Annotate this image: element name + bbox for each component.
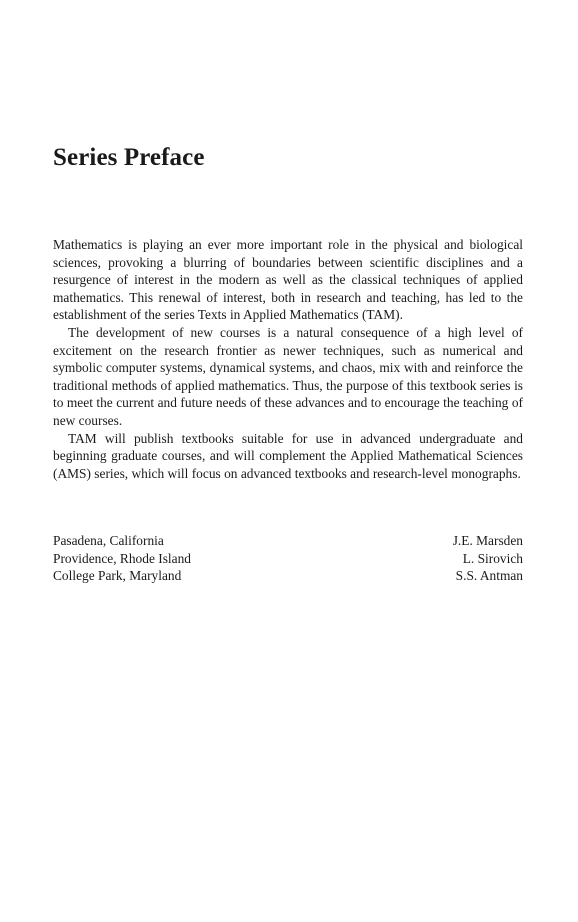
page-title: Series Preface bbox=[53, 144, 205, 171]
signature-place: Pasadena, California bbox=[53, 533, 164, 548]
signature-row bbox=[53, 550, 523, 568]
signature-row bbox=[53, 567, 523, 585]
signature-name: L. Sirovich bbox=[462, 550, 523, 566]
signature-block bbox=[53, 532, 523, 585]
paragraph-3: TAM will publish textbooks suitable for use in advanced undergraduate and beginning graduate courses, and will complement the Applied Mathematical Sciences (AMS) series, which will focus on advanced textbooks and research-level monographs. bbox=[53, 430, 523, 481]
paragraph-2: The development of new courses is a natural consequence of a high level of excitement on the research frontier as newer techniques, such as numerical and symbolic computer systems, dynamical systems, and chaos, mix with and reinforce the traditional methods of applied mathematics. Thus, the purpose of this textbook series is to meet the current and future needs of these advances and to encourage the teaching of new courses. bbox=[53, 324, 523, 428]
signature-name: J.E. Marsden bbox=[452, 533, 523, 548]
signature-name: S.S. Antman bbox=[455, 568, 523, 584]
paragraph-1: Mathematics is playing an ever more important role in the physical and biological sciences, provoking a blurring of boundaries between scientific disciplines and a resurgence of interest in the modern as well as the classical techniques of applied mathematics. This renewal of interest, both in research and teaching, has led to the establishment of the series Texts in Applied Mathematics (TAM). bbox=[53, 237, 523, 323]
signature-place: Providence, Rhode Island bbox=[53, 550, 191, 566]
signature-row bbox=[53, 532, 523, 550]
signature-place: College Park, Maryland bbox=[53, 568, 182, 584]
preface-body bbox=[53, 236, 523, 482]
